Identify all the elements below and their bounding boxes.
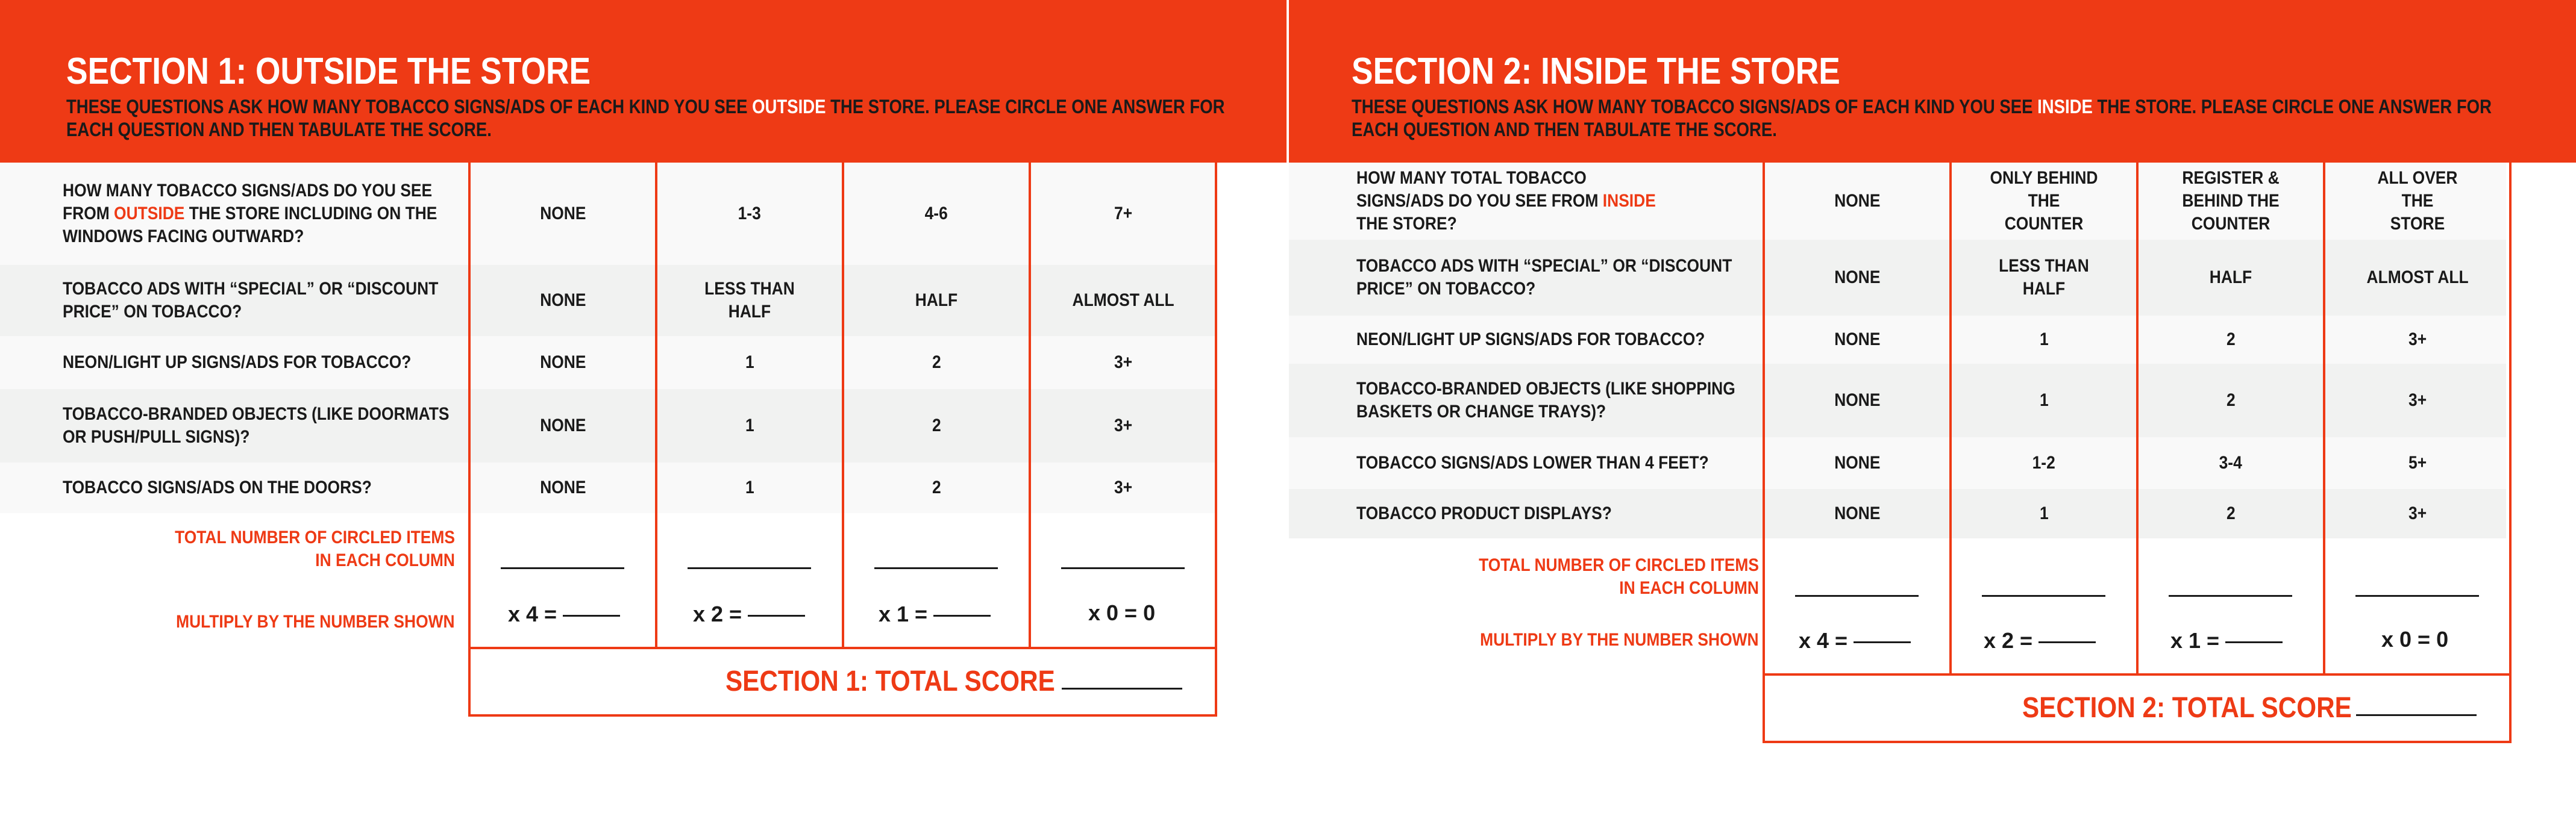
answer-option[interactable]: ALMOST ALL: [1072, 290, 1174, 310]
multiplier-blank[interactable]: [933, 615, 991, 617]
question-text-part: TOBACCO SIGNS/ADS LOWER THAN 4 FEET?: [1356, 453, 1709, 473]
multiply-label: MULTIPLY BY THE NUMBER SHOWN: [1480, 630, 1759, 650]
question-text: [1356, 163, 1718, 240]
total-blank-col-4[interactable]: [1061, 567, 1185, 569]
answer-option[interactable]: 7+: [1114, 204, 1133, 223]
answer-option[interactable]: 2: [2226, 329, 2236, 349]
question-text: [63, 463, 521, 513]
section-2-desc-before: THESE QUESTIONS ASK HOW MANY TOBACCO SIGNS/ADS OF EACH KIND YOU SEE: [1352, 96, 2038, 117]
multiplier-x2: x 2 =: [1984, 629, 2096, 653]
multiplier-x2: x 2 =: [693, 602, 805, 626]
answer-option[interactable]: NONE: [1834, 453, 1881, 473]
section-2-description: [1352, 95, 2523, 141]
section-2-header: [1289, 0, 2576, 163]
question-text-part: NEON/LIGHT UP SIGNS/ADS FOR TOBACCO?: [63, 352, 412, 372]
total-circled-label: TOTAL NUMBER OF CIRCLED ITEMS IN EACH COLUMN: [1479, 555, 1759, 598]
answer-option[interactable]: 3+: [1114, 416, 1133, 435]
answer-option[interactable]: 1: [2039, 329, 2049, 349]
total-blank-col-2[interactable]: [1982, 595, 2105, 597]
section-2-total-score-label: SECTION 2: TOTAL SCORE: [2022, 692, 2352, 724]
answer-option[interactable]: 1-3: [738, 204, 762, 223]
total-blank-col-4[interactable]: [2355, 595, 2479, 597]
answer-option[interactable]: NONE: [539, 204, 586, 223]
answer-option[interactable]: 1: [745, 478, 754, 497]
answer-option[interactable]: NONE: [539, 290, 586, 310]
answer-option[interactable]: HALF: [2209, 267, 2252, 287]
answer-option[interactable]: REGISTER & BEHIND THE COUNTER: [2182, 168, 2280, 234]
answer-option[interactable]: NONE: [539, 416, 586, 435]
answer-option[interactable]: 1-2: [2032, 453, 2056, 473]
grid-line: [655, 163, 657, 649]
answer-option[interactable]: LESS THAN HALF: [1999, 256, 2089, 299]
question-text-part: TOBACCO ADS WITH “SPECIAL” OR “DISCOUNT PRICE” ON TOBACCO?: [63, 279, 439, 322]
section-1-desc-highlight: OUTSIDE: [752, 96, 826, 117]
answer-option[interactable]: 2: [932, 352, 941, 372]
multiplier-blank[interactable]: [2039, 641, 2096, 643]
section-1-title: SECTION 1: OUTSIDE THE STORE: [66, 51, 591, 92]
answer-option[interactable]: 1: [745, 352, 754, 372]
answer-option[interactable]: NONE: [539, 478, 586, 497]
answer-option[interactable]: 2: [932, 478, 941, 497]
question-text-part: THE STORE INCLUDING ON THE WINDOWS FACING OUTWARD?: [63, 204, 437, 246]
grid-line: [1215, 163, 1217, 649]
multiplier-blank[interactable]: [2225, 641, 2283, 643]
answer-option[interactable]: NONE: [539, 352, 586, 372]
section-2-desc-highlight: INSIDE: [2037, 96, 2093, 117]
question-text: [63, 389, 521, 463]
total-circled-label: TOTAL NUMBER OF CIRCLED ITEMS IN EACH COLUMN: [175, 528, 455, 570]
answer-option[interactable]: 2: [2226, 503, 2236, 523]
answer-option[interactable]: 3+: [2408, 503, 2427, 523]
grid-line: [842, 163, 844, 649]
question-text-part: TOBACCO PRODUCT DISPLAYS?: [1356, 503, 1612, 523]
answer-option[interactable]: 4-6: [924, 204, 948, 223]
table-row: [0, 163, 1217, 265]
section-2-title: SECTION 2: INSIDE THE STORE: [1352, 51, 1840, 92]
section-2-total-score-blank[interactable]: [2356, 714, 2477, 716]
grid-line: [1949, 163, 1952, 676]
multiplier-x0: x 0 = 0: [2381, 627, 2449, 652]
question-text: [63, 163, 521, 265]
grid-line: [2136, 163, 2139, 676]
table-row: [0, 265, 1217, 336]
question-text-part: TOBACCO-BRANDED OBJECTS (LIKE SHOPPING BASKETS OR CHANGE TRAYS)?: [1356, 379, 1735, 422]
answer-option[interactable]: 5+: [2408, 453, 2427, 473]
answer-option[interactable]: 3+: [2408, 390, 2427, 410]
answer-option[interactable]: NONE: [1834, 267, 1881, 287]
grid-line: [468, 163, 471, 649]
section-2-desc-after: THE STORE. PLEASE CIRCLE ONE ANSWER FOR EACH QUESTION AND THEN TABULATE THE SCORE.: [1352, 96, 2492, 140]
question-text: [1356, 489, 1814, 538]
multiplier-x1: x 1 =: [879, 602, 991, 626]
table-row: [0, 389, 1217, 463]
answer-option[interactable]: 1: [2039, 503, 2049, 523]
section-1-desc-after: THE STORE. PLEASE CIRCLE ONE ANSWER FOR EACH QUESTION AND THEN TABULATE THE SCORE.: [66, 96, 1225, 140]
grid-line: [1763, 163, 1765, 676]
question-highlight: OUTSIDE: [114, 204, 185, 223]
multiplier-x1: x 1 =: [2170, 629, 2283, 653]
question-text: [1356, 437, 1814, 489]
question-highlight: INSIDE: [1602, 191, 1656, 211]
question-text-part: TOBACCO SIGNS/ADS ON THE DOORS?: [63, 478, 372, 497]
section-1-total-score-blank[interactable]: [1062, 688, 1182, 690]
question-text: [1356, 240, 1814, 316]
multiplier-x0: x 0 = 0: [1088, 600, 1156, 625]
answer-option[interactable]: ALMOST ALL: [2366, 267, 2469, 287]
section-1-total-score-box: [468, 647, 1217, 717]
answer-option[interactable]: HALF: [915, 290, 958, 310]
answer-option[interactable]: 1: [745, 416, 754, 435]
answer-option[interactable]: 2: [2226, 390, 2236, 410]
table-row: [0, 463, 1217, 513]
answer-option[interactable]: NONE: [1834, 191, 1881, 211]
section-1-header: [0, 0, 1287, 163]
multiplier-blank[interactable]: [1854, 641, 1911, 643]
total-blank-col-1[interactable]: [1795, 595, 1919, 597]
answer-option[interactable]: ONLY BEHIND THE COUNTER: [1990, 168, 2098, 234]
question-text-part: THE STORE?: [1356, 214, 1457, 234]
question-text-part: HOW MANY TOBACCO SIGNS/ADS DO YOU SEE FROM: [63, 181, 433, 223]
question-text: [1356, 316, 1814, 364]
section-1-desc-before: THESE QUESTIONS ASK HOW MANY TOBACCO SIGNS/ADS OF EACH KIND YOU SEE: [66, 96, 753, 117]
question-text: [63, 336, 521, 389]
answer-option[interactable]: NONE: [1834, 503, 1881, 523]
question-text: [1356, 364, 1814, 437]
multiply-label: MULTIPLY BY THE NUMBER SHOWN: [176, 612, 455, 632]
multiplier-blank[interactable]: [748, 615, 805, 617]
multiplier-x4: x 4 =: [508, 602, 620, 626]
table-row: [0, 336, 1217, 389]
answer-option[interactable]: LESS THAN HALF: [704, 279, 795, 322]
answer-option[interactable]: ALL OVER THE STORE: [2377, 168, 2458, 234]
question-text-part: TOBACCO ADS WITH “SPECIAL” OR “DISCOUNT PRICE” ON TOBACCO?: [1356, 256, 1732, 299]
question-text: [63, 265, 521, 336]
total-blank-col-3[interactable]: [874, 567, 998, 569]
answer-option[interactable]: 3+: [1114, 352, 1133, 372]
answer-option[interactable]: NONE: [1834, 329, 1881, 349]
section-1-description: [66, 95, 1238, 141]
total-blank-col-2[interactable]: [688, 567, 811, 569]
section-2-total-score-box: [1763, 673, 2512, 743]
grid-line: [2509, 163, 2512, 676]
total-blank-col-3[interactable]: [2169, 595, 2292, 597]
answer-option[interactable]: 3+: [1114, 478, 1133, 497]
answer-option[interactable]: NONE: [1834, 390, 1881, 410]
question-text-part: HOW MANY TOTAL TOBACCO SIGNS/ADS DO YOU SEE FROM: [1356, 168, 1603, 211]
section-1-total-score-label: SECTION 1: TOTAL SCORE: [725, 665, 1055, 697]
answer-option[interactable]: 3+: [2408, 329, 2427, 349]
multiplier-x4: x 4 =: [1799, 629, 1911, 653]
question-text-part: TOBACCO-BRANDED OBJECTS (LIKE DOORMATS OR PUSH/PULL SIGNS)?: [63, 404, 450, 447]
answer-option[interactable]: 2: [932, 416, 941, 435]
multiplier-blank[interactable]: [563, 615, 620, 617]
answer-option[interactable]: 3-4: [2219, 453, 2243, 473]
answer-option[interactable]: 1: [2039, 390, 2049, 410]
grid-line: [1029, 163, 1031, 649]
question-text-part: NEON/LIGHT UP SIGNS/ADS FOR TOBACCO?: [1356, 329, 1705, 349]
grid-line: [2323, 163, 2325, 676]
total-blank-col-1[interactable]: [501, 567, 624, 569]
